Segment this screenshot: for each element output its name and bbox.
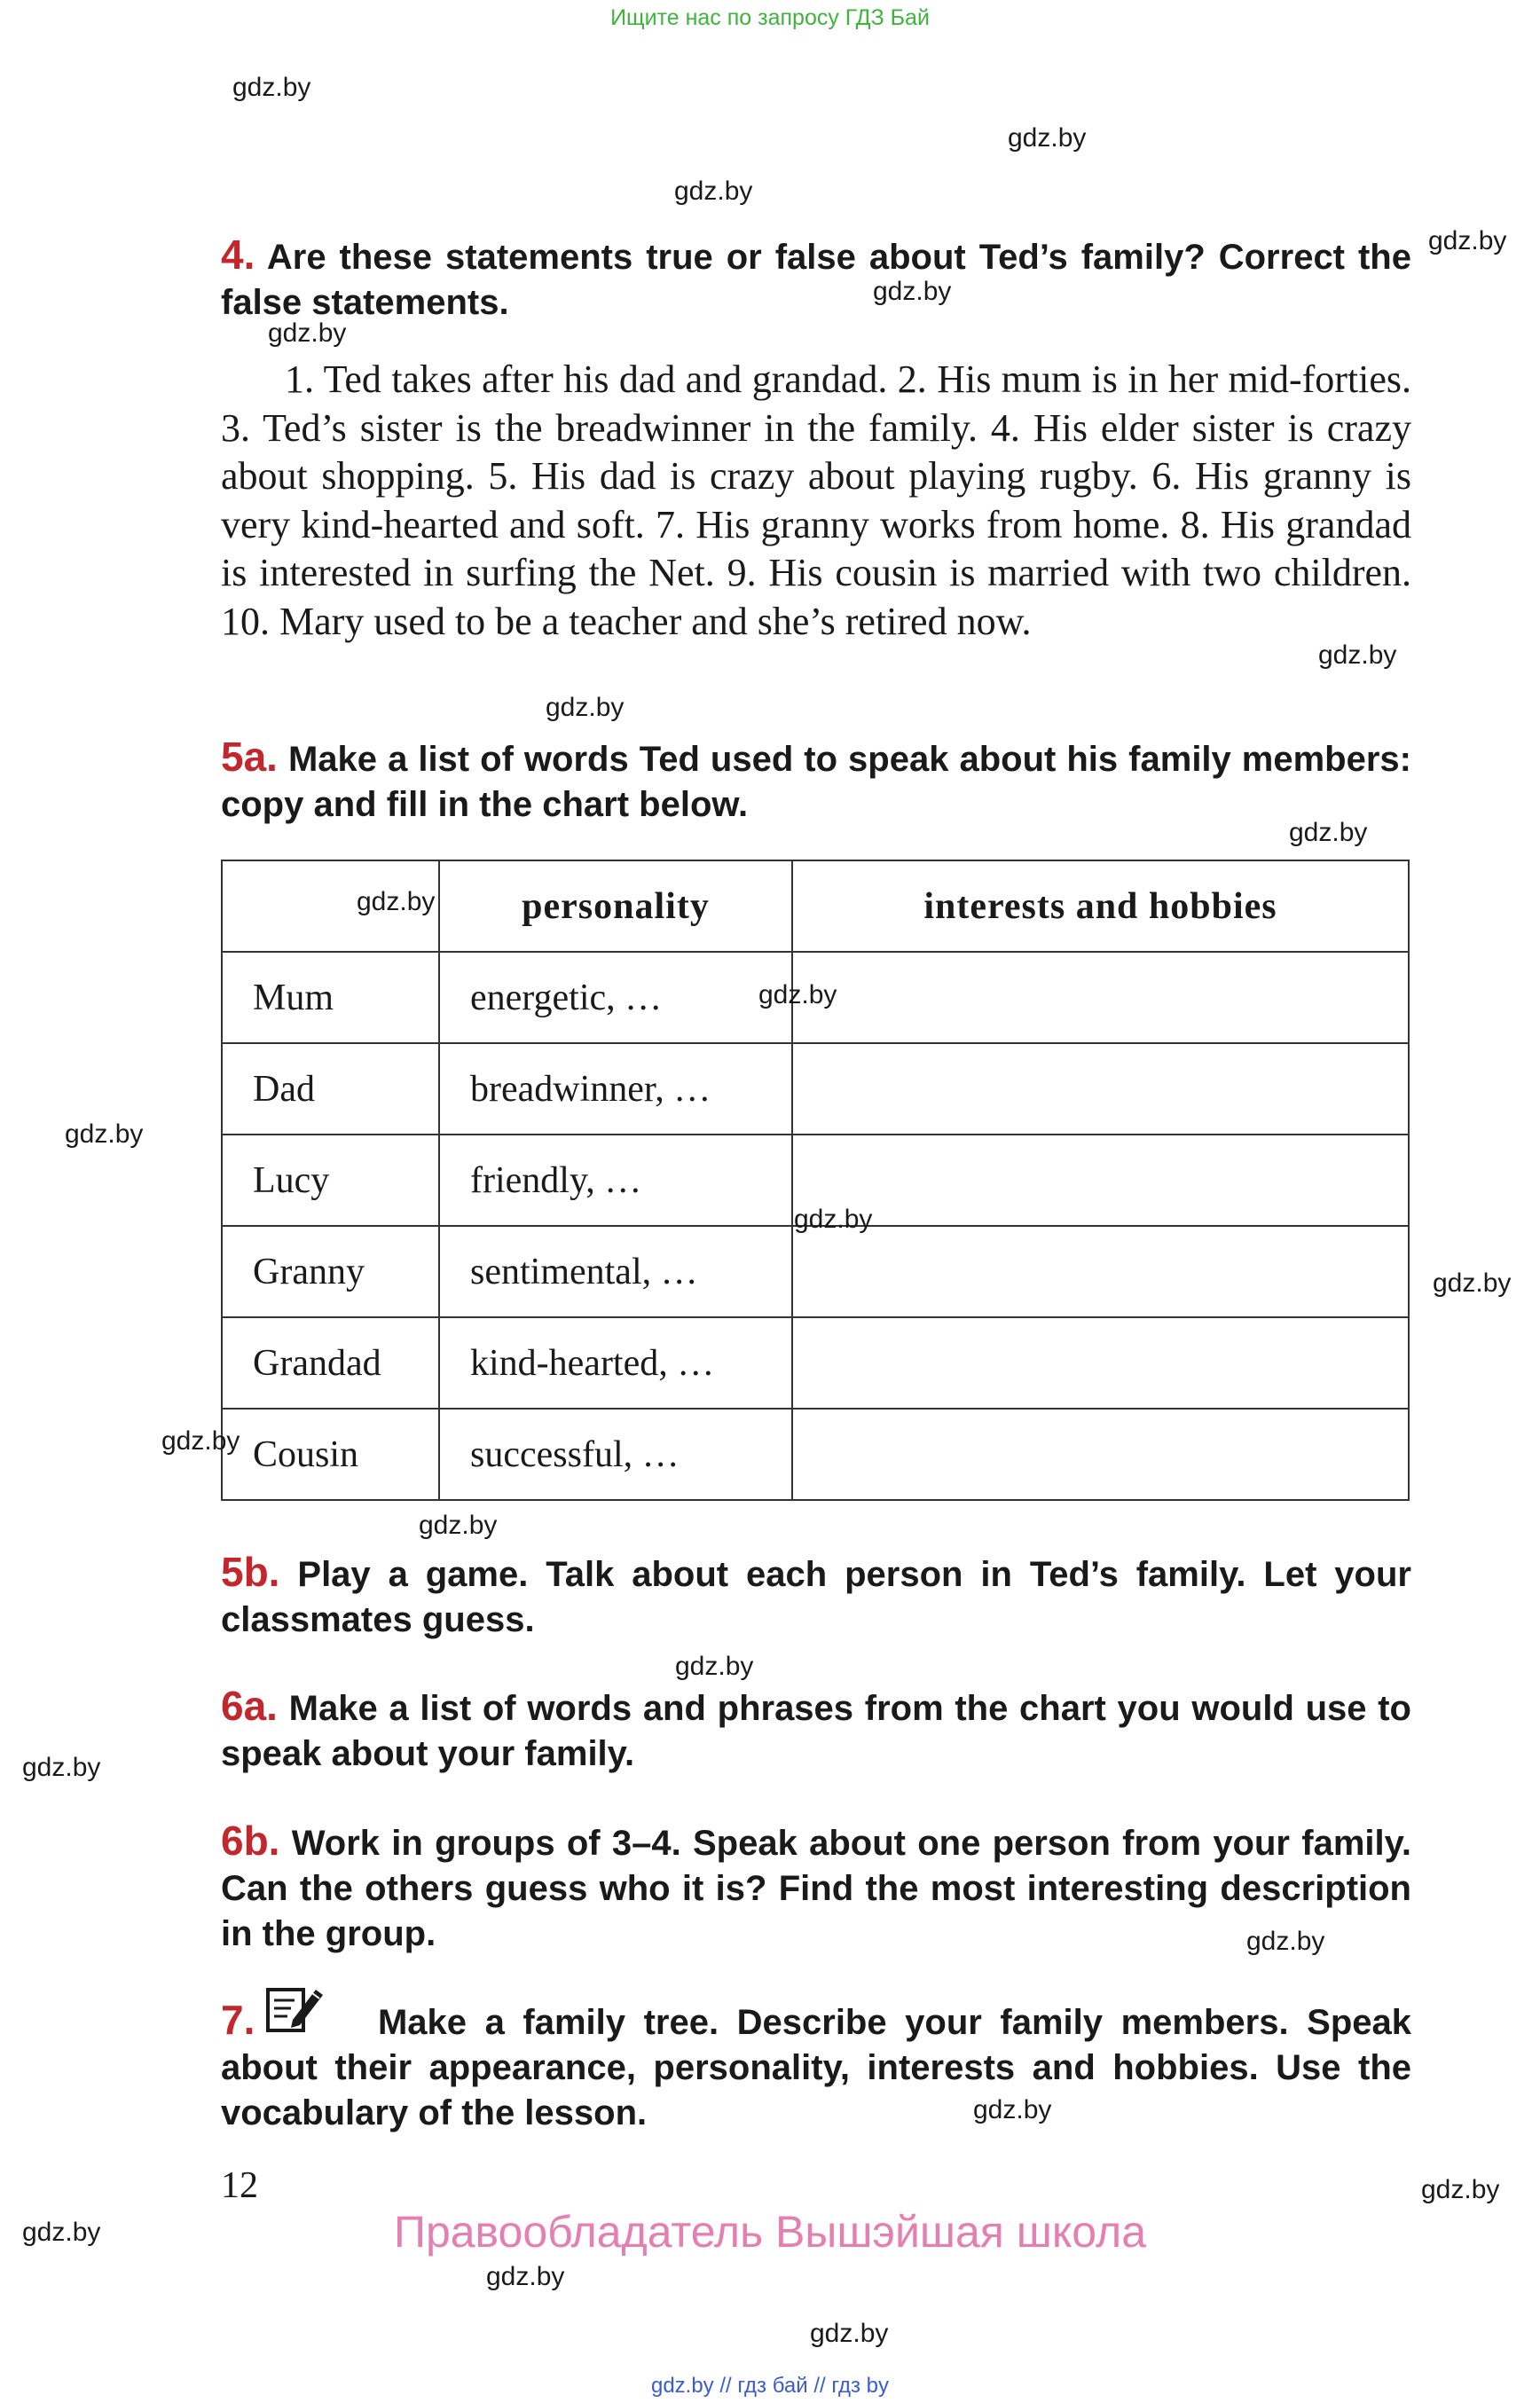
task-5b-instruction <box>221 1550 1411 1643</box>
watermark: gdz.by <box>810 2319 889 2348</box>
footer-links[interactable]: gdz.by // гдз бай // гдз by <box>650 2374 890 2398</box>
watermark: gdz.by <box>1289 818 1368 847</box>
row-personality: kind-hearted, … <box>439 1317 792 1409</box>
watermark: gdz.by <box>1433 1268 1512 1298</box>
row-personality: friendly, … <box>439 1135 792 1226</box>
task-number: 6b. <box>221 1818 280 1864</box>
row-interests <box>792 1043 1409 1135</box>
watermark: gdz.by <box>546 693 625 722</box>
row-person: Cousin <box>222 1409 439 1500</box>
table-row <box>222 1409 1409 1500</box>
watermark: gdz.by <box>357 887 436 916</box>
task-text: Make a family tree. Describe your family members. Speak about their appearance, personality, interests and hobbies. Use the vocabulary of the lesson. <box>221 2003 1411 2132</box>
row-interests <box>792 1409 1409 1500</box>
watermark: gdz.by <box>1008 123 1087 153</box>
top-banner[interactable]: Ищите нас по запросу ГДЗ Бай <box>610 5 930 30</box>
chart-header-personality: personality <box>439 860 792 952</box>
row-interests <box>792 952 1409 1043</box>
watermark: gdz.by <box>161 1426 240 1456</box>
task-text: Play a game. Talk about each person in Ted’s family. Let your classmates guess. <box>221 1555 1411 1639</box>
row-personality: sentimental, … <box>439 1226 792 1317</box>
writing-pencil-icon <box>266 1984 325 2034</box>
watermark: gdz.by <box>268 318 347 348</box>
watermark: gdz.by <box>232 73 311 102</box>
watermark: gdz.by <box>486 2262 565 2291</box>
family-chart <box>221 860 1410 1501</box>
watermark: gdz.by <box>22 2218 101 2247</box>
table-row <box>222 1317 1409 1409</box>
task-text: Make a list of words Ted used to speak about his family members: copy and fill in the chart below. <box>221 740 1411 824</box>
watermark: gdz.by <box>973 2095 1052 2124</box>
task-4-statements: 1. Ted takes after his dad and grandad. 2. His mum is in her mid-forties. 3. Ted’s sister is the breadwinner in the family. 4. His elder sister is crazy about shopping. 5. His dad is crazy about playing rugby. 6. His granny is very kind-hearted and soft. 7. His granny works from home. 8. His grandad is interested in surfing the Net. 9. His cousin is married with two children. 10. Mary used to be a teacher and she’s retired now. <box>221 357 1411 643</box>
task-text: Are these statements true or false about Ted’s family? Correct the false statements. <box>221 238 1411 322</box>
watermark: gdz.by <box>675 1652 754 1681</box>
row-person: Lucy <box>222 1135 439 1226</box>
task-text: Make a list of words and phrases from the chart you would use to speak about your family. <box>221 1689 1411 1773</box>
watermark: gdz.by <box>1421 2175 1500 2204</box>
row-interests <box>792 1135 1409 1226</box>
table-row <box>222 1043 1409 1135</box>
watermark: gdz.by <box>419 1511 498 1540</box>
task-number: 7. <box>221 1997 255 2043</box>
watermark: gdz.by <box>1428 226 1507 255</box>
task-number: 5a. <box>221 734 278 780</box>
row-interests <box>792 1317 1409 1409</box>
page-number: 12 <box>221 2165 258 2206</box>
task-6b-instruction <box>221 1818 1411 1957</box>
task-number: 5b. <box>221 1549 280 1595</box>
task-6a-instruction <box>221 1684 1411 1777</box>
watermark: gdz.by <box>758 980 837 1009</box>
table-row <box>222 1226 1409 1317</box>
task-5a-instruction <box>221 734 1411 828</box>
watermark: gdz.by <box>65 1119 144 1149</box>
task-7-instruction <box>221 1998 1411 2136</box>
rights-holder: Правообладатель Вышэйшая школа <box>394 2207 1146 2257</box>
task-number: 4. <box>221 232 255 278</box>
row-personality: breadwinner, … <box>439 1043 792 1135</box>
watermark: gdz.by <box>873 277 952 306</box>
row-interests <box>792 1226 1409 1317</box>
row-personality: energetic, … <box>439 952 792 1043</box>
watermark: gdz.by <box>794 1205 873 1234</box>
row-person: Granny <box>222 1226 439 1317</box>
watermark: gdz.by <box>1318 640 1397 670</box>
row-person: Dad <box>222 1043 439 1135</box>
task-4-instruction <box>221 232 1411 326</box>
watermark: gdz.by <box>1246 1927 1325 1956</box>
chart-header-interests: interests and hobbies <box>792 860 1409 952</box>
row-personality: successful, … <box>439 1409 792 1500</box>
task-text: Work in groups of 3–4. Speak about one person from your family. Can the others guess who it is? Find the most interesting description in the group. <box>221 1824 1411 1953</box>
watermark: gdz.by <box>674 177 753 206</box>
watermark: gdz.by <box>22 1753 101 1782</box>
row-person: Grandad <box>222 1317 439 1409</box>
task-number: 6a. <box>221 1683 278 1729</box>
row-person: Mum <box>222 952 439 1043</box>
